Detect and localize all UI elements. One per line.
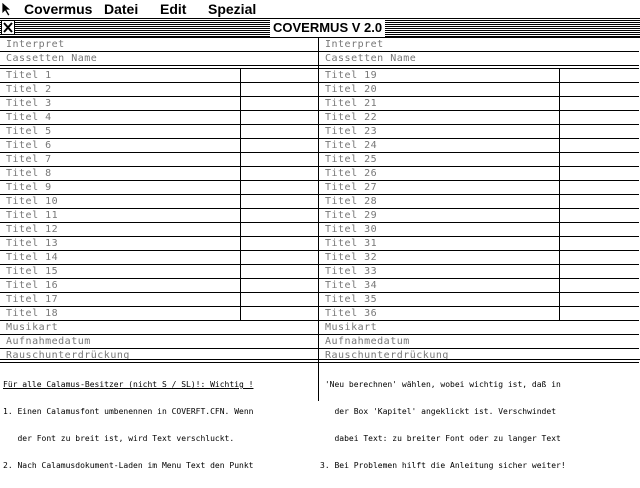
title-row [0,279,318,293]
title-time-field[interactable] [560,251,639,264]
title-name-field[interactable]: Titel 13 [0,237,241,250]
title-time-field[interactable] [560,153,639,166]
title-name-field[interactable]: Titel 18 [0,307,241,320]
right-cover-panel [319,38,639,363]
title-name-field[interactable]: Titel 12 [0,223,241,236]
title-name-field[interactable]: Titel 11 [0,209,241,222]
title-row [0,181,318,195]
title-time-field[interactable] [560,167,639,180]
title-time-field[interactable] [241,223,318,236]
title-name-field[interactable]: Titel 21 [319,97,560,110]
title-time-field[interactable] [560,125,639,138]
title-name-field[interactable]: Titel 8 [0,167,241,180]
title-time-field[interactable] [560,209,639,222]
title-row [0,223,318,237]
title-name-field[interactable]: Titel 1 [0,69,241,82]
title-time-field[interactable] [560,223,639,236]
title-time-field[interactable] [560,139,639,152]
title-name-field[interactable]: Titel 4 [0,111,241,124]
title-row [319,209,639,223]
title-name-field[interactable]: Titel 20 [319,83,560,96]
title-row [0,251,318,265]
title-time-field[interactable] [560,195,639,208]
title-row [0,153,318,167]
title-time-field[interactable] [241,279,318,292]
musikart-field[interactable]: Musikart [319,321,639,335]
title-name-field[interactable]: Titel 14 [0,251,241,264]
title-name-field[interactable]: Titel 10 [0,195,241,208]
title-time-field[interactable] [560,97,639,110]
title-name-field[interactable]: Titel 33 [319,265,560,278]
title-time-field[interactable] [241,307,318,320]
title-name-field[interactable]: Titel 9 [0,181,241,194]
window-title-bar[interactable] [0,19,640,38]
title-row [0,293,318,307]
title-time-field[interactable] [241,153,318,166]
title-time-field[interactable] [560,83,639,96]
title-name-field[interactable]: Titel 27 [319,181,560,194]
title-row [319,153,639,167]
title-name-field[interactable]: Titel 15 [0,265,241,278]
title-name-field[interactable]: Titel 17 [0,293,241,306]
rauschunterdrueckung-field[interactable]: Rauschunterdrückung [0,349,318,363]
left-cover-panel [0,38,319,363]
title-time-field[interactable] [560,307,639,320]
aufnahmedatum-field[interactable]: Aufnahmedatum [0,335,318,349]
title-row [0,237,318,251]
title-name-field[interactable]: Titel 2 [0,83,241,96]
divider [318,360,319,401]
info-line: 3. Bei Problemen hilft die Anleitung sicher weiter! [320,461,566,470]
info-heading: Für alle Calamus-Besitzer (nicht S / SL)!: Wichtig ! [3,380,254,389]
menu-bar [0,0,640,19]
title-time-field[interactable] [241,83,318,96]
title-time-field[interactable] [241,195,318,208]
info-line: 2. Nach Calamusdokument-Laden im Menu Text den Punkt [3,461,254,470]
title-name-field[interactable]: Titel 22 [319,111,560,124]
title-name-field[interactable]: Titel 31 [319,237,560,250]
title-time-field[interactable] [241,111,318,124]
title-time-field[interactable] [560,69,639,82]
title-time-field[interactable] [241,125,318,138]
title-row [319,97,639,111]
menu-edit[interactable]: Edit [160,1,187,17]
cassetten-name-field[interactable]: Cassetten Name [319,52,639,66]
title-time-field[interactable] [241,181,318,194]
rauschunterdrueckung-field[interactable]: Rauschunterdrückung [319,349,639,363]
title-name-field[interactable]: Titel 16 [0,279,241,292]
title-name-field[interactable]: Titel 7 [0,153,241,166]
title-name-field[interactable]: Titel 24 [319,139,560,152]
title-list [319,69,639,321]
title-time-field[interactable] [241,293,318,306]
title-name-field[interactable]: Titel 36 [319,307,560,320]
aufnahmedatum-field[interactable]: Aufnahmedatum [319,335,639,349]
title-name-field[interactable]: Titel 6 [0,139,241,152]
title-list [0,69,318,321]
interpret-field[interactable]: Interpret [0,38,318,52]
title-row [319,223,639,237]
title-row [319,265,639,279]
menu-datei[interactable]: Datei [104,1,139,17]
title-time-field[interactable] [241,139,318,152]
title-row [319,139,639,153]
title-row [319,111,639,125]
title-row [319,69,639,83]
title-row [0,125,318,139]
title-time-field[interactable] [560,293,639,306]
title-row [0,209,318,223]
title-row [0,167,318,181]
info-line: der Font zu breit ist, wird Text verschluckt. [3,434,235,443]
title-time-field[interactable] [560,237,639,250]
title-row [319,167,639,181]
title-row [0,265,318,279]
title-row [0,69,318,83]
title-name-field[interactable]: Titel 30 [319,223,560,236]
info-line: der Box 'Kapitel' angeklickt ist. Verschwindet [320,407,557,416]
info-left-text [3,362,315,488]
mouse-pointer-icon [1,1,15,17]
title-name-field[interactable]: Titel 25 [319,153,560,166]
title-time-field[interactable] [241,97,318,110]
menu-covermus[interactable]: Covermus [24,1,93,17]
title-name-field[interactable]: Titel 19 [319,69,560,82]
title-row [319,125,639,139]
title-row [319,279,639,293]
title-name-field[interactable]: Titel 28 [319,195,560,208]
title-name-field[interactable]: Titel 23 [319,125,560,138]
window-title: COVERMUS V 2.0 [270,19,385,37]
title-time-field[interactable] [560,111,639,124]
musikart-field[interactable]: Musikart [0,321,318,335]
title-row [319,293,639,307]
title-name-field[interactable]: Titel 35 [319,293,560,306]
title-row [0,195,318,209]
title-row [319,307,639,321]
title-row [0,111,318,125]
title-row [319,251,639,265]
title-name-field[interactable]: Titel 5 [0,125,241,138]
title-time-field[interactable] [560,181,639,194]
title-name-field[interactable]: Titel 29 [319,209,560,222]
menu-spezial[interactable]: Spezial [208,1,257,17]
info-line: 1. Einen Calamusfont umbenennen in COVERFT.CFN. Wenn [3,407,254,416]
cassetten-name-field[interactable]: Cassetten Name [0,52,318,66]
title-row [0,139,318,153]
title-row [319,83,639,97]
title-time-field[interactable] [241,69,318,82]
title-row [0,307,318,321]
info-right-text [320,362,638,488]
info-line: 'Neu berechnen' wählen, wobei wichtig ist, daß in [320,380,561,389]
title-time-field[interactable] [241,251,318,264]
title-row [319,195,639,209]
title-time-field[interactable] [241,167,318,180]
title-name-field[interactable]: Titel 34 [319,279,560,292]
title-row [319,181,639,195]
info-line: dabei Text: zu breiter Font oder zu langer Text [320,434,561,443]
title-row [319,237,639,251]
info-box [0,359,640,470]
title-time-field[interactable] [241,237,318,250]
title-time-field[interactable] [560,265,639,278]
title-name-field[interactable]: Titel 26 [319,167,560,180]
title-name-field[interactable]: Titel 3 [0,97,241,110]
title-time-field[interactable] [241,209,318,222]
close-box-icon[interactable] [1,20,15,35]
title-name-field[interactable]: Titel 32 [319,251,560,264]
title-row [0,83,318,97]
title-time-field[interactable] [241,265,318,278]
title-time-field[interactable] [560,279,639,292]
interpret-field[interactable]: Interpret [319,38,639,52]
title-row [0,97,318,111]
